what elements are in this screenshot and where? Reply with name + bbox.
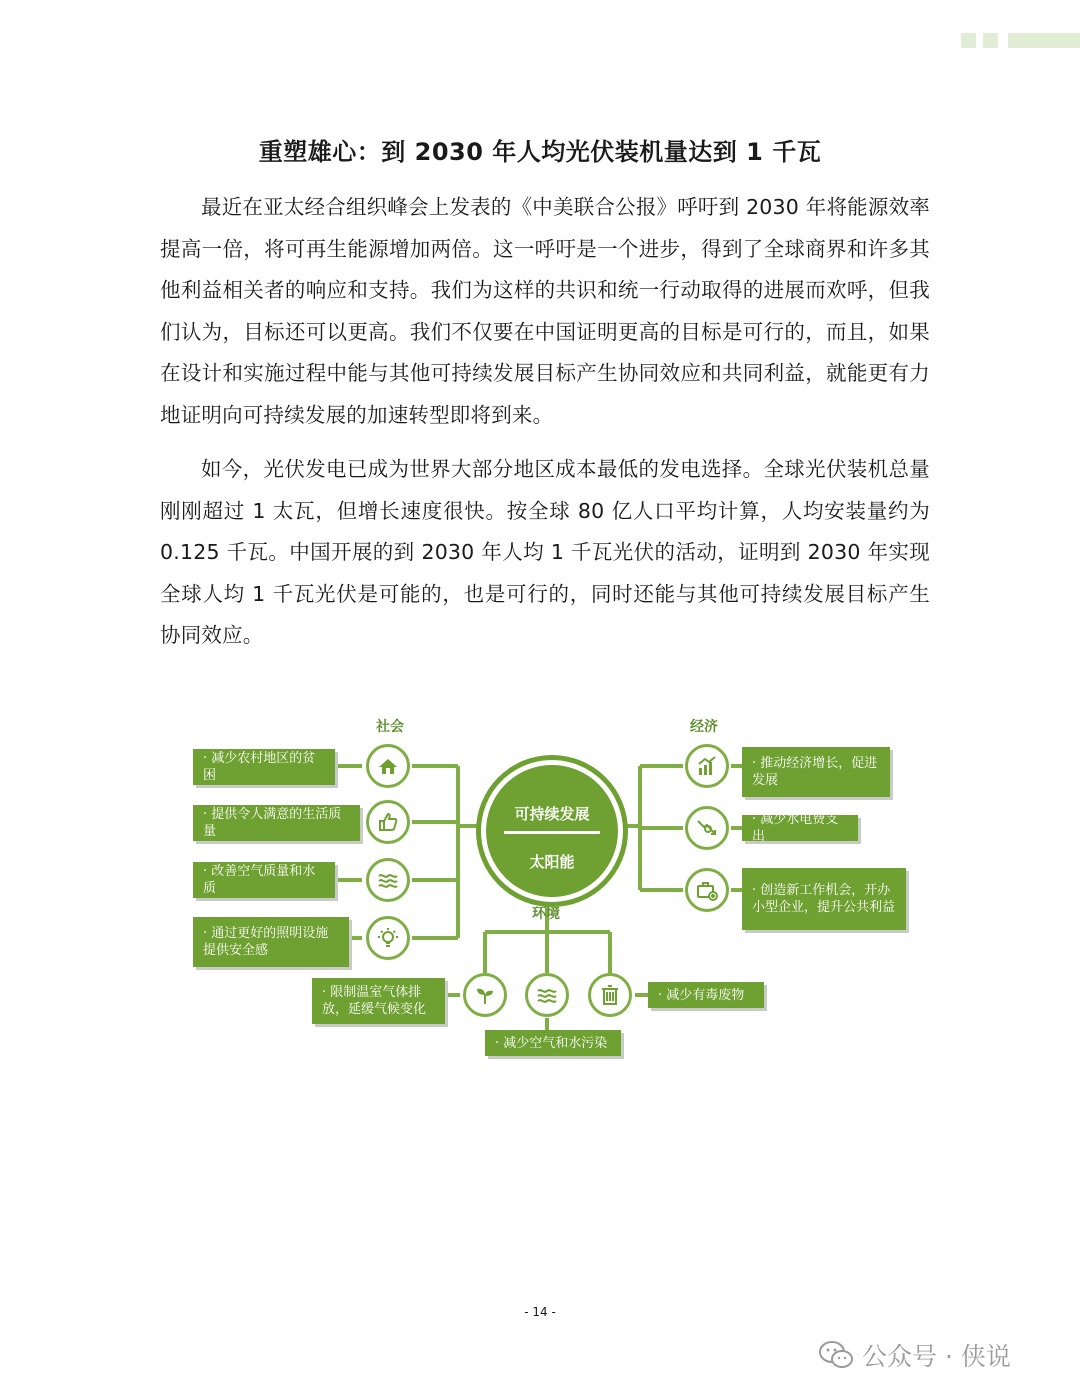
- sprout-icon: [463, 973, 507, 1017]
- economy-label: 经济: [690, 719, 718, 735]
- hub-divider: [504, 831, 600, 834]
- briefcase-plus-icon: [685, 868, 729, 912]
- page-number: - 14 -: [524, 1305, 556, 1319]
- air-water-icon: [366, 858, 410, 902]
- environment-item-3: · 减少有毒废物: [648, 982, 764, 1008]
- social-item-4: · 通过更好的照明设施提供安全感: [193, 917, 349, 967]
- paragraph-2: 如今，光伏发电已成为世界大部分地区成本最低的发电选择。全球光伏装机总量刚刚超过 1 太瓦，但增长速度很快。按全球 80 亿人口平均计算，人均安装量约为 0.125 千瓦。中国开展的到 2030 年人均 1 千瓦光伏的活动，证明到 2030 年实现全球人均 1 千瓦光伏是可能的，也是可行的，同时还能与其他可持续发展目标产生协同效应。: [160, 457, 930, 647]
- environment-item-2: · 减少空气和水污染: [485, 1030, 621, 1056]
- document-title: 重塑雄心：到 2030 年人均光伏装机量达到 1 千瓦: [258, 138, 822, 166]
- economy-item-2: · 减少水电费支出: [742, 815, 858, 841]
- waves-icon: [525, 973, 569, 1017]
- economy-item-1: · 推动经济增长，促进发展: [742, 747, 890, 797]
- economy-item-3: · 创造新工作机会，开办小型企业，提升公共利益: [742, 868, 906, 930]
- hub-title: 可持续发展: [514, 805, 590, 823]
- environment-item-1: · 限制温室气体排放，延缓气候变化: [312, 978, 445, 1024]
- watermark: [818, 1337, 1011, 1373]
- thumbs-up-icon: [366, 800, 410, 844]
- social-item-3: · 改善空气质量和水质: [193, 862, 335, 898]
- hub-subtitle: 太阳能: [529, 853, 575, 871]
- paragraph-1: 最近在亚太经合组织峰会上发表的《中美联合公报》呼吁到 2030 年将能源效率提高一倍，将可再生能源增加两倍。这一呼吁是一个进步，得到了全球商界和许多其他利益相关者的响应和支持。我们为这样的共识和统一行动取得的进展而欢呼，但我们认为，目标还可以更高。我们不仅要在中国证明更高的目标是可行的，而且，如果在设计和实施过程中能与其他可持续发展目标产生协同效应和共同利益，就能更有力地证明向可持续发展的加速转型即将到来。: [160, 195, 930, 427]
- house-icon: [366, 744, 410, 788]
- growth-chart-icon: [685, 744, 729, 788]
- social-label: 社会: [376, 719, 404, 735]
- social-item-1: · 减少农村地区的贫困: [193, 749, 335, 785]
- watermark-text: 公众号 · 侠说: [862, 1342, 1011, 1371]
- environment-label: 环境: [532, 906, 560, 922]
- hub-circle: [481, 760, 623, 902]
- wechat-icon: [818, 1340, 854, 1370]
- lightbulb-icon: [366, 916, 410, 960]
- social-item-2: · 提供令人满意的生活质量: [193, 805, 360, 841]
- bill-down-icon: [685, 806, 729, 850]
- trash-bin-icon: [588, 973, 632, 1017]
